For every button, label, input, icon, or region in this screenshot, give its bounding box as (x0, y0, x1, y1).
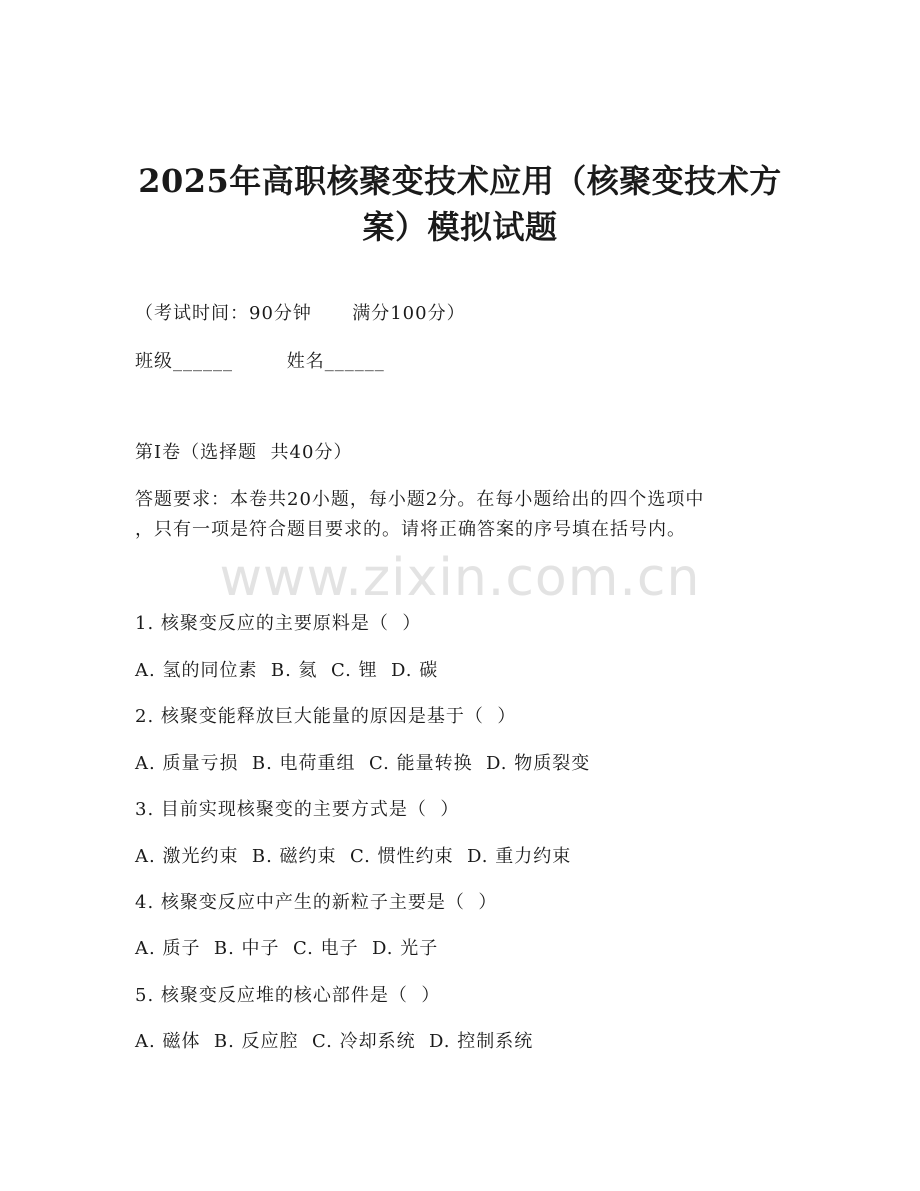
question-2: 2. 核聚变能释放巨大能量的原因是基于（ ） (135, 706, 517, 727)
document-title-line-1: 2025年高职核聚变技术应用（核聚变技术方 (138, 162, 782, 200)
question-1: 1. 核聚变反应的主要原料是（ ） (135, 613, 422, 634)
question-3: 3. 目前实现核聚变的主要方式是（ ） (135, 799, 460, 820)
watermark: www.zixin.com.cn (219, 548, 701, 608)
question-2-options: A. 质量亏损 B. 电荷重组 C. 能量转换 D. 物质裂变 (135, 753, 591, 774)
question-5: 5. 核聚变反应堆的核心部件是（ ） (135, 985, 441, 1006)
document-title-line-2: 案）模拟试题 (362, 208, 558, 246)
question-1-options: A. 氢的同位素 B. 氦 C. 锂 D. 碳 (135, 660, 439, 681)
section-heading: 第I卷（选择题 共40分） (135, 442, 353, 463)
instructions-line-2: ，只有一项是符合题目要求的。请将正确答案的序号填在括号内。 (135, 519, 686, 540)
question-5-options: A. 磁体 B. 反应腔 C. 冷却系统 D. 控制系统 (135, 1031, 534, 1052)
class-name-fields: 班级______ 姓名______ (135, 351, 385, 372)
instructions-line-1: 答题要求：本卷共20小题，每小题2分。在每小题给出的四个选项中 (135, 489, 705, 510)
question-4-options: A. 质子 B. 中子 C. 电子 D. 光子 (135, 938, 439, 959)
question-4: 4. 核聚变反应中产生的新粒子主要是（ ） (135, 892, 498, 913)
exam-time-score: （考试时间：90分钟 满分100分） (135, 303, 466, 324)
question-3-options: A. 激光约束 B. 磁约束 C. 惯性约束 D. 重力约束 (135, 846, 572, 867)
